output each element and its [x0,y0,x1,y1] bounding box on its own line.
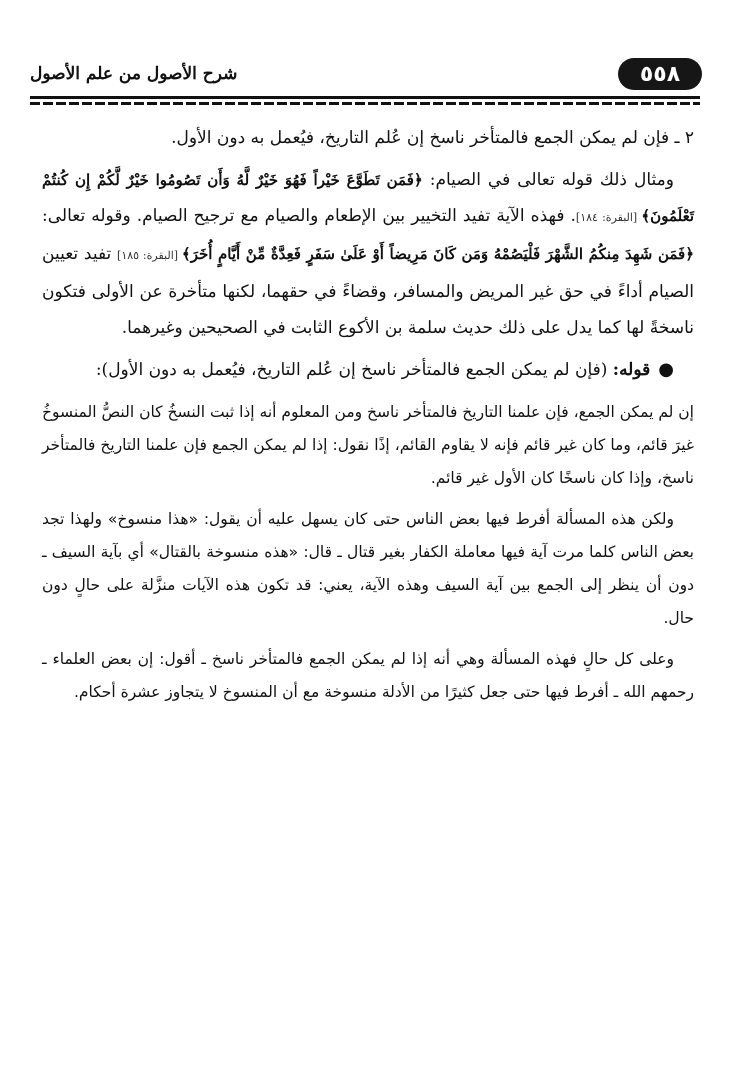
example-middle: . فهذه الآية تفيد التخيير بين الإطعام والصيام مع ترجيح الصيام. وقوله تعالى: [42,206,576,226]
commentary-text-2: ولكن هذه المسألة أفرط فيها بعض الناس حتى كان يسهل عليه أن يقول: «هذا منسوخ» ولهذا تجد بعض الناس كلما مرت آية فيها معاملة الكفار بغير قتال ـ قال: «هذه منسوخة بالقتال» أي بآية السيف ـ دون أن ينظر إلى الجمع بين آية السيف وهذه الآية، يعني: قد تكون هذه الآيات منزَّلة على حالٍ دون حال. [42,510,694,627]
verse-reference-2: [البقرة: ١٨٥] [117,249,182,262]
quote-label: قوله: [612,360,651,380]
commentary-text-1: إن لم يمكن الجمع، فإن علمنا التاريخ فالمتأخر ناسخ ومن المعلوم أنه إذا ثبت النسخُ كان النصُّ المنسوخُ غيرَ قائم، وما كان غير قائم فإنه لا يقاوم القائم، إذًا نقول: إذا لم يمكن الجمع فإن علمنا التاريخ فالمتأخر ناسخ، وإذا كان ناسخًا كان الأول غير قائم. [42,403,694,487]
rule-2-text: ٢ ـ فإن لم يمكن الجمع فالمتأخر ناسخ إن عُلم التاريخ، فيُعمل به دون الأول. [171,128,694,148]
header-divider [30,96,700,106]
quote-text: (فإن لم يمكن الجمع فالمتأخر ناسخ إن عُلم التاريخ، فيُعمل به دون الأول): [95,360,613,380]
quran-verse-2: ﴿فَمَن شَهِدَ مِنكُمُ الشَّهْرَ فَلْيَصُمْهُ وَمَن كَانَ مَرِيضاً أَوْ عَلَىٰ سَفَرٍ فَعِدَّةٌ مِّنْ أَيَّامٍ أُخَرَ﴾ [181,245,695,263]
verse-reference-1: [البقرة: ١٨٤] [575,211,642,224]
commentary-paragraph-2 [42,503,694,635]
bullet-icon: ● [658,359,674,380]
header-divider-solid [30,96,700,99]
page-header [30,58,702,92]
paragraph-quote-heading [42,352,694,388]
book-title: شرح الأصول من علم الأصول [30,64,238,84]
page-body [42,120,694,715]
commentary-paragraph-3 [42,643,694,709]
paragraph-example [42,162,694,346]
example-conclusion: تفيد تعيين الصيام أداءً في حق غير المريض والمسافر، وقضاءً في حقهما، لكنها متأخرة عن الأولى فتكون ناسخةً لها كما يدل على ذلك حديث سلمة بن الأكوع الثابت في الصحيحين وغيرهما. [42,244,694,338]
example-intro: ومثال ذلك قوله تعالى في الصيام: [422,170,674,190]
quran-verse-1: ﴿فَمَن تَطَوَّعَ خَيْراً فَهُوَ خَيْرٌ لَّهُ وَأَن تَصُومُوا خَيْرٌ لَّكُمْ إِن كُنتُمْ تَعْلَمُونَ﴾ [42,171,694,225]
commentary-text-3: وعلى كل حالٍ فهذه المسألة وهي أنه إذا لم يمكن الجمع فالمتأخر ناسخ ـ أقول: إن بعض العلماء ـ رحمهم الله ـ أفرط فيها حتى جعل كثيرًا من الأدلة منسوخة مع أن المنسوخ لا يتجاوز عشرة أحكام. [42,650,694,701]
header-divider-dashed [30,102,700,105]
paragraph-rule-2 [42,120,694,156]
commentary-paragraph-1 [42,396,694,495]
page-number-badge: ٥٥٨ [618,58,702,90]
